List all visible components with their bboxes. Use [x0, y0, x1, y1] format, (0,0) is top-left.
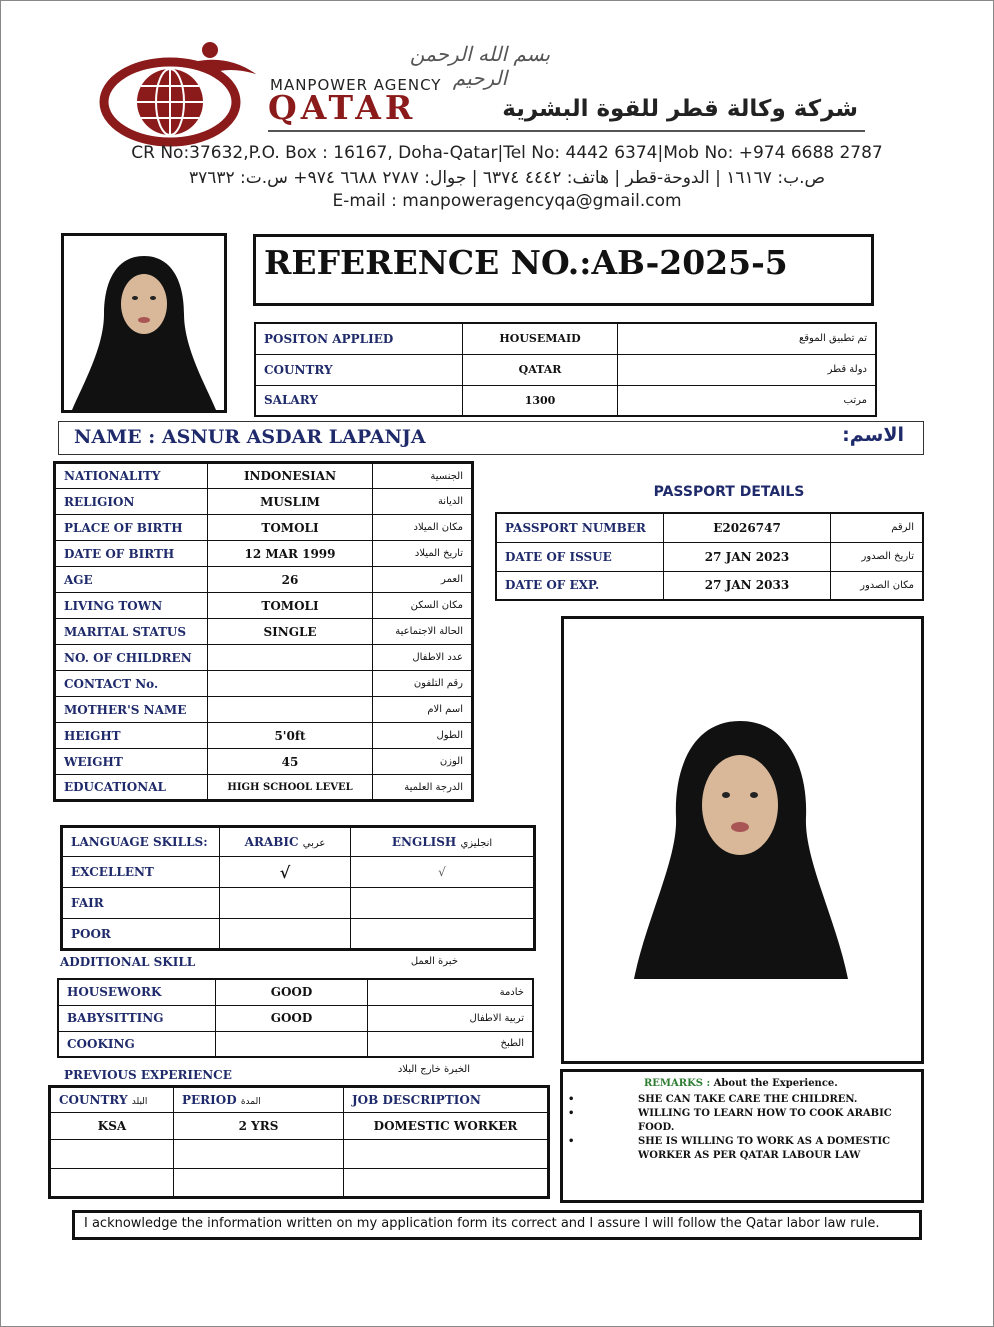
personal-label: MOTHER'S NAME [55, 697, 208, 723]
additional-ar: خادمة [368, 979, 534, 1005]
personal-label: EDUCATIONAL [55, 775, 208, 801]
experience-header-period: PERIOD المدة [174, 1087, 344, 1113]
personal-value [208, 671, 373, 697]
language-skills-table [60, 825, 536, 951]
applicant-name: NAME : ASNUR ASDAR LAPANJA [74, 426, 426, 448]
personal-row [55, 723, 473, 749]
personal-value: HIGH SCHOOL LEVEL [208, 775, 373, 801]
remarks-list [568, 1093, 908, 1163]
additional-ar: تربية الاطفال [368, 1005, 534, 1031]
personal-row [55, 775, 473, 801]
additional-skill-table [57, 978, 534, 1058]
bullet-icon: • [568, 1136, 575, 1147]
email: E-mail : manpoweragencyqa@gmail.com [332, 191, 682, 211]
experience-period [174, 1169, 344, 1198]
experience-country [50, 1140, 174, 1169]
experience-row [50, 1113, 549, 1140]
experience-country [50, 1169, 174, 1198]
additional-row [58, 979, 533, 1005]
language-english-mark [351, 919, 535, 950]
personal-row [55, 671, 473, 697]
experience-period [174, 1140, 344, 1169]
personal-row [55, 619, 473, 645]
language-arabic-mark [220, 919, 351, 950]
passport-value: 27 JAN 2033 [664, 571, 831, 600]
agency-name: QATAR [268, 88, 417, 127]
language-arabic-mark [220, 888, 351, 919]
remarks-item: • WILLING TO LEARN HOW TO COOK ARABIC FOOD. [568, 1108, 892, 1133]
personal-label: NO. OF CHILDREN [55, 645, 208, 671]
personal-label: PLACE OF BIRTH [55, 515, 208, 541]
previous-experience-title-ar: الخبرة خارج البلاد [397, 1064, 470, 1075]
personal-row [55, 541, 473, 567]
country-ar: دولة قطر [618, 354, 877, 385]
personal-row [55, 593, 473, 619]
position-value: HOUSEMAID [463, 323, 618, 354]
passport-ar: مكان الصدور [831, 571, 924, 600]
passport-row [496, 571, 923, 600]
personal-label: RELIGION [55, 489, 208, 515]
language-english-mark [351, 888, 535, 919]
personal-label: AGE [55, 567, 208, 593]
experience-row [50, 1140, 549, 1169]
personal-value: SINGLE [208, 619, 373, 645]
additional-label: BABYSITTING [58, 1005, 216, 1031]
personal-row [55, 697, 473, 723]
country-value: QATAR [463, 354, 618, 385]
personal-label: NATIONALITY [55, 463, 208, 489]
personal-label: LIVING TOWN [55, 593, 208, 619]
personal-ar: رقم التلفون [373, 671, 473, 697]
personal-row [55, 463, 473, 489]
personal-value: MUSLIM [208, 489, 373, 515]
personal-value: 26 [208, 567, 373, 593]
experience-header-job: JOB DESCRIPTION [344, 1087, 549, 1113]
personal-value [208, 645, 373, 671]
additional-label: HOUSEWORK [58, 979, 216, 1005]
language-header-arabic: ARABIC عربي [220, 827, 351, 857]
language-header-english: ENGLISH انجليزي [351, 827, 535, 857]
contact-en: CR No:37632,P.O. Box : 16167, Doha-Qatar|Tel No: 4442 6374|Mob No: +974 6688 2787 [131, 143, 883, 163]
personal-label: CONTACT No. [55, 671, 208, 697]
language-level: FAIR [62, 888, 220, 919]
personal-ar: الدرجة العلمية [373, 775, 473, 801]
additional-row [58, 1005, 533, 1031]
contact-ar: ص.ب: ١٦١٦٧ | الدوحة-قطر | هاتف: ٤٤٤٢ ٦٣٧٤ | جوال: ٢٧٨٧ ٦٦٨٨ ٩٧٤+ س.ت: ٣٧٦٣٢ [188, 168, 826, 188]
language-row [62, 857, 535, 888]
salary-value: 1300 [463, 385, 618, 416]
previous-experience-title: PREVIOUS EXPERIENCE [64, 1068, 232, 1082]
personal-label: DATE OF BIRTH [55, 541, 208, 567]
experience-job: DOMESTIC WORKER [344, 1113, 549, 1140]
experience-country: KSA [50, 1113, 174, 1140]
country-label: COUNTRY [255, 354, 463, 385]
experience-header-country: COUNTRY البلد [50, 1087, 174, 1113]
passport-ar: الرقم [831, 513, 924, 542]
experience-job [344, 1140, 549, 1169]
language-level: POOR [62, 919, 220, 950]
experience-row [50, 1169, 549, 1198]
language-english-mark: √ [351, 857, 535, 888]
agency-logo [98, 40, 263, 150]
language-header-row [62, 827, 535, 857]
personal-label: MARITAL STATUS [55, 619, 208, 645]
language-header-label: LANGUAGE SKILLS: [62, 827, 220, 857]
bullet-icon: • [568, 1108, 575, 1119]
agency-arabic-name: شركة وكالة قطر للقوة البشرية [502, 96, 858, 122]
personal-row [55, 489, 473, 515]
personal-ar: مكان الميلاد [373, 515, 473, 541]
language-row [62, 919, 535, 950]
additional-skill-title: ADDITIONAL SKILL [60, 955, 196, 969]
experience-job [344, 1169, 549, 1198]
personal-ar: الطول [373, 723, 473, 749]
personal-value: 45 [208, 749, 373, 775]
passport-value: 27 JAN 2023 [664, 542, 831, 571]
passport-label: PASSPORT NUMBER [496, 513, 664, 542]
previous-experience-table [48, 1085, 550, 1199]
person-silhouette-icon [64, 236, 224, 410]
remarks-label: REMARKS : [644, 1078, 711, 1089]
bullet-icon: • [568, 1094, 575, 1105]
applicant-photo-small [61, 233, 227, 413]
additional-value: GOOD [216, 1005, 368, 1031]
personal-value: 12 MAR 1999 [208, 541, 373, 567]
personal-value: TOMOLI [208, 593, 373, 619]
position-label: POSITON APPLIED [255, 323, 463, 354]
passport-row [496, 513, 923, 542]
additional-skill-title-ar: خبرة العمل [410, 956, 458, 967]
personal-ar: الحالة الاجتماعية [373, 619, 473, 645]
position-ar: تم تطبيق الموقع [618, 323, 877, 354]
position-table [254, 322, 877, 417]
personal-ar: الديانة [373, 489, 473, 515]
personal-value: TOMOLI [208, 515, 373, 541]
personal-ar: الوزن [373, 749, 473, 775]
passport-row [496, 542, 923, 571]
additional-row [58, 1031, 533, 1057]
personal-ar: عدد الاطفال [373, 645, 473, 671]
person-silhouette-icon [564, 619, 921, 1061]
personal-details-table [53, 461, 474, 802]
personal-ar: تاريخ الميلاد [373, 541, 473, 567]
personal-ar: اسم الام [373, 697, 473, 723]
personal-ar: العمر [373, 567, 473, 593]
language-row [62, 888, 535, 919]
additional-label: COOKING [58, 1031, 216, 1057]
applicant-photo-large [561, 616, 924, 1064]
personal-row [55, 567, 473, 593]
passport-value: E2026747 [664, 513, 831, 542]
header-rule [268, 130, 865, 132]
personal-label: WEIGHT [55, 749, 208, 775]
remarks-intro: About the Experience. [713, 1078, 838, 1089]
salary-label: SALARY [255, 385, 463, 416]
remarks-heading [644, 1078, 838, 1089]
salary-ar: مرتب [618, 385, 877, 416]
passport-label: DATE OF ISSUE [496, 542, 664, 571]
passport-ar: تاريخ الصدور [831, 542, 924, 571]
experience-period: 2 YRS [174, 1113, 344, 1140]
personal-value: 5'0ft [208, 723, 373, 749]
bismillah-calligraphy: بسم الله الرحمن الرحيم [409, 42, 551, 90]
experience-header-row [50, 1087, 549, 1113]
passport-table [495, 512, 924, 601]
personal-label: HEIGHT [55, 723, 208, 749]
additional-value [216, 1031, 368, 1057]
passport-label: DATE OF EXP. [496, 571, 664, 600]
language-arabic-mark: √ [220, 857, 351, 888]
language-level: EXCELLENT [62, 857, 220, 888]
personal-row [55, 515, 473, 541]
personal-ar: مكان السكن [373, 593, 473, 619]
additional-value: GOOD [216, 979, 368, 1005]
agency-line: MANPOWER AGENCY [270, 76, 442, 94]
remarks-item: • SHE IS WILLING TO WORK AS A DOMESTIC WORKER AS PER QATAR LABOUR LAW [568, 1136, 891, 1161]
personal-row [55, 645, 473, 671]
personal-value [208, 697, 373, 723]
acknowledgement-text: I acknowledge the information written on my application form its correct and I assure I will follow the Qatar labor law rule. [84, 1216, 880, 1231]
additional-ar: الطبخ [368, 1031, 534, 1057]
passport-title: PASSPORT DETAILS [653, 484, 805, 500]
personal-ar: الجنسية [373, 463, 473, 489]
remarks-item: • SHE CAN TAKE CARE THE CHILDREN. [568, 1094, 858, 1105]
name-ar-label: الاسم: [842, 424, 904, 446]
personal-row [55, 749, 473, 775]
personal-value: INDONESIAN [208, 463, 373, 489]
reference-number: REFERENCE NO.:AB-2025-5 [264, 243, 788, 282]
